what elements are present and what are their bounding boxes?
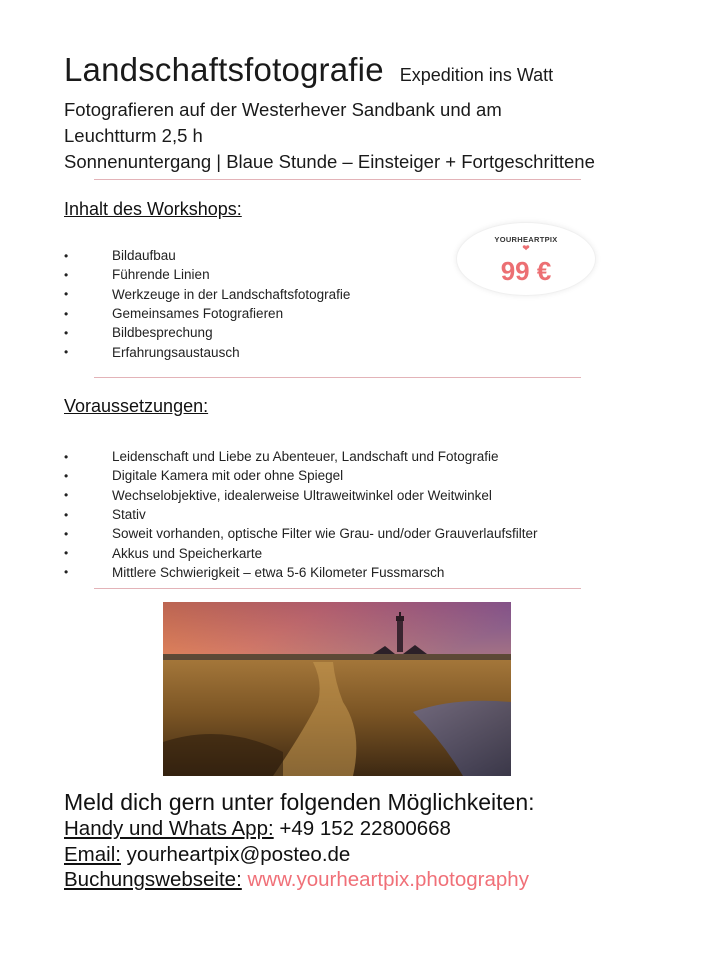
contact-heading: Meld dich gern unter folgenden Möglichkeiten: xyxy=(64,789,535,815)
subtitle-line-2: Leuchtturm 2,5 h xyxy=(64,125,203,146)
list-item: • Mittlere Schwierigkeit – etwa 5-6 Kilometer Fussmarsch xyxy=(64,564,445,580)
bullet-icon: • xyxy=(64,306,69,321)
workshop-heading: Inhalt des Workshops: xyxy=(64,199,242,219)
list-item: • Führende Linien xyxy=(64,267,210,283)
bullet-icon: • xyxy=(64,287,69,302)
lighthouse-sunset-photo xyxy=(163,602,511,776)
divider xyxy=(94,588,581,589)
list-item: • Wechselobjektive, idealerweise Ultraweitwinkel oder Weitwinkel xyxy=(64,487,492,503)
email-label: Email: xyxy=(64,842,121,866)
divider xyxy=(94,377,581,378)
list-item: • Werkzeuge in der Landschaftsfotografie xyxy=(64,286,351,302)
list-item: • Erfahrungsaustausch xyxy=(64,344,240,360)
bullet-icon: • xyxy=(64,267,69,282)
page-title-suffix: Expedition ins Watt xyxy=(399,65,554,85)
list-item: • Soweit vorhanden, optische Filter wie Grau- und/oder Grauverlaufsfilter xyxy=(64,526,538,542)
bullet-icon: • xyxy=(64,345,69,360)
bullet-icon: • xyxy=(64,546,69,561)
price-label: 99 € xyxy=(500,256,552,286)
list-item: • Bildbesprechung xyxy=(64,325,213,341)
phone-label: Handy und Whats App: xyxy=(64,817,274,840)
list-item: • Akkus und Speicherkarte xyxy=(64,545,263,561)
page-title: Landschaftsfotografie xyxy=(64,51,384,88)
list-item: • Digitale Kamera mit oder ohne Spiegel xyxy=(64,468,344,484)
badge-brand-logo: YOURHEARTPIX xyxy=(494,235,558,244)
list-item: • Leidenschaft und Liebe zu Abenteuer, Landschaft und Fotografie xyxy=(64,449,499,465)
header xyxy=(64,50,694,175)
list-item: • Gemeinsames Fotografieren xyxy=(64,306,284,322)
website-label: Buchungswebseite: xyxy=(64,868,242,891)
bullet-icon: • xyxy=(64,526,69,541)
bullet-icon: • xyxy=(64,488,69,503)
heart-icon: ❤ xyxy=(522,243,530,253)
subtitle-line-3: Sonnenuntergang | Blaue Stunde – Einsteiger + Fortgeschrittene xyxy=(64,151,595,172)
workshop-list xyxy=(64,246,350,362)
bullet-icon: • xyxy=(64,325,69,340)
bullet-icon: • xyxy=(64,449,69,464)
price-badge xyxy=(456,222,596,296)
bullet-icon: • xyxy=(64,468,69,483)
email-line xyxy=(64,842,535,868)
bullet-icon: • xyxy=(64,565,69,580)
email-value[interactable]: yourheartpix@posteo.de xyxy=(120,842,351,866)
requirements-list xyxy=(64,447,537,582)
list-item: • Bildaufbau xyxy=(64,248,176,264)
phone-value[interactable]: +49 152 22800668 xyxy=(273,817,451,840)
bullet-icon: • xyxy=(64,248,69,263)
contact-section xyxy=(64,788,535,893)
title-row xyxy=(64,50,694,97)
bullet-icon: • xyxy=(64,507,69,522)
list-item: • Stativ xyxy=(64,507,146,523)
website-line xyxy=(64,867,535,893)
phone-line xyxy=(64,816,535,842)
website-link[interactable]: www.yourheartpix.photography xyxy=(241,868,529,891)
divider xyxy=(94,179,581,180)
subtitle-line-1: Fotografieren auf der Westerhever Sandbank und am xyxy=(64,99,502,120)
requirements-heading: Voraussetzungen: xyxy=(64,396,209,416)
